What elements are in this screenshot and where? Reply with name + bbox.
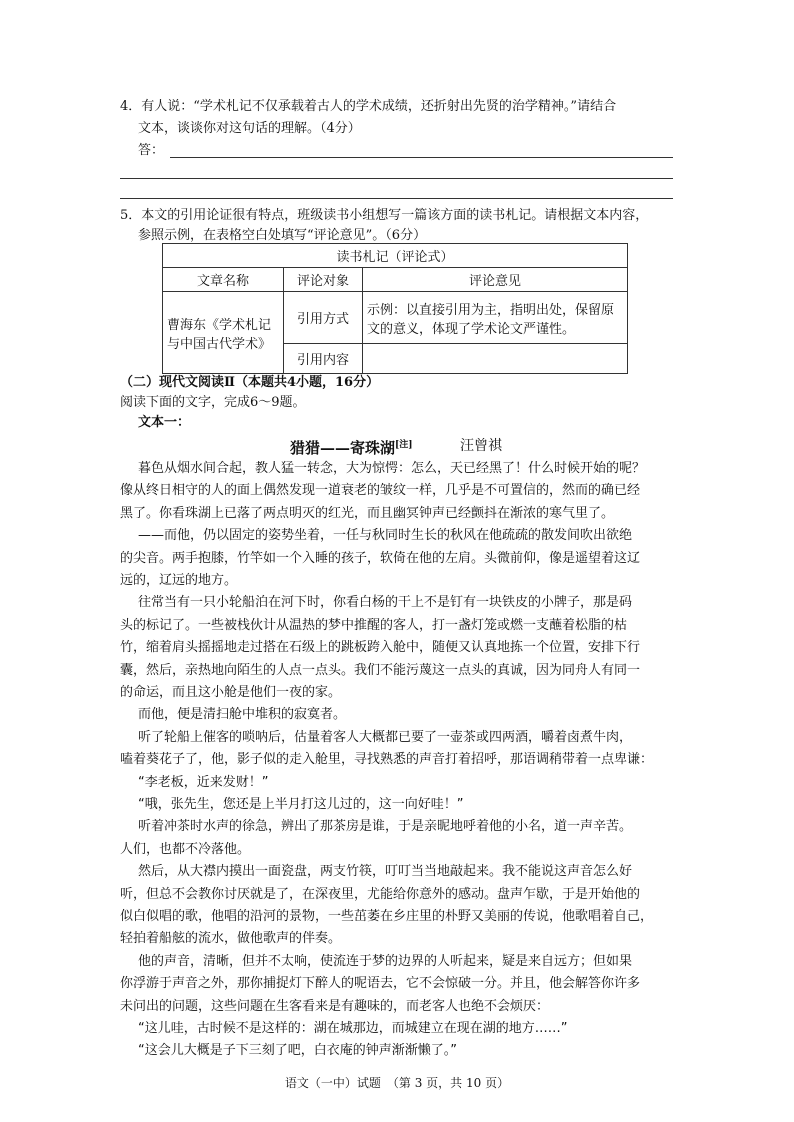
article-paragraph-line: 的命运，而且这小舱是他们一夜的家。 [120,685,342,700]
article-paragraph-line: 囊，然后，亲热地向陌生的人点一点头。我们不能污蔑这一点头的真诚，因为同舟人有同一 [120,662,641,678]
table-title: 读书札记（评论式） [163,244,628,268]
article-paragraph-line: 轻拍着船舷的流水，做他歌声的伴奏。 [120,931,342,947]
header-article-name: 文章名称 [163,268,284,292]
row2-opinion-blank[interactable] [363,344,628,374]
row1-opinion-line-1: 示例：以直接引用为主，指明出处，保留原 [367,302,615,318]
q5-line-1: 5．本文的引用论证很有特点，班级读书小组想写一篇该方面的读书札记。请根据文本内容， [120,208,649,223]
text-label: 文本一： [138,415,191,430]
article-paragraph-line: “李老板，近来发财！” [138,774,269,790]
q4-answer-line-2[interactable] [120,178,673,179]
article-paragraph-line: 竹，缩着肩头摇摇地走过搭在石级上的跳板跨入舱中，随便又认真地拣一个位置，安排下行 [120,640,641,656]
table-row [163,292,628,344]
section-heading: （二）现代文阅读Ⅱ（本题共4小题，16分） [120,375,380,390]
q4-answer-line-1[interactable] [170,157,673,158]
article-paragraph-line: 听着冲茶时水声的徐急，辨出了那茶房是谁，于是亲昵地呼着他的小名，道一声辛苦。 [138,819,633,835]
q4-answer-line-3[interactable] [120,198,673,199]
reading-notes-table [162,243,628,374]
article-paragraph-line: “哦，张先生，您还是上半月打这儿过的，这一向好哇！” [138,797,464,812]
article-paragraph-line: 往常当有一只小轮船泊在河下时，你看白杨的干上不是钉有一块铁皮的小牌子，那是码 [138,595,633,611]
row1-opinion-line-2: 文的意义，体现了学术论文严谨性。 [367,321,576,337]
row1-object: 引用方式 [284,292,363,344]
row1-opinion [363,292,628,344]
page-footer: 语文（一中）试题 （第 3 页，共 10 页） [284,1076,510,1090]
article-paragraph-line: 黑了。你看珠湖上已落了两点明灭的红光，而且幽冥钟声已经颤抖在渐浓的寒气里了。 [120,505,615,521]
q4-line-2: 文本，谈谈你对这句话的理解。（4分） [138,121,361,136]
article-paragraph-line: 的尖音。两手抱膝，竹竿如一个入睡的孩子，软倚在他的左肩。头微前仰，像是遥望着这辽 [120,550,641,566]
article-paragraph-line: 暮色从烟水间合起，教人猛一转念，大为惊愕：怎么，天已经黑了！什么时候开始的呢？ [138,461,646,476]
article-name-line-2: 与中国古代学术》 [167,336,272,352]
article-paragraph-line: “这会儿大概是子下三刻了吧，白衣庵的钟声渐渐懒了。” [138,1043,457,1059]
article-title [290,436,413,457]
article-paragraph-line: 你浮游于声音之外，那你捕捉灯下醉人的呢语去，它不会惊破一分。并且，他会解答你许多 [120,976,641,992]
article-paragraph-line: 听了轮船上催客的唢呐后，估量着客人大概都已要了一壶茶或四两酒，嚼着卤煮牛肉， [138,729,633,745]
article-paragraph-line: 人们，也都不冷落他。 [120,841,251,857]
q4-line-1: 4．有人说：“学术札记不仅承载着古人的学术成绩，还折射出先贤的治学精神。”请结合 [120,99,617,114]
article-name-line-1: 曹海东《学术札记 [167,317,272,333]
header-review-object: 评论对象 [284,268,363,292]
article-paragraph-line: 像从终日相守的人的面上偶然发现一道衰老的皱纹一样，几乎是不可置信的，然而的确已经 [120,483,641,499]
article-paragraph-line: 远的，辽远的地方。 [120,573,238,588]
article-title-text: 猎猎——寄珠湖 [290,439,396,457]
article-paragraph-line: 听，但总不会教你讨厌就是了，在深夜里，尤能给你意外的感动。盘声乍歇，于是开始他的 [120,886,641,902]
article-paragraph-line: “这儿哇，古时候不是这样的：湖在城那边，而城建立在现在湖的地方……” [138,1021,568,1036]
article-paragraph-line: 头的标记了。一些被栈伙计从温热的梦中推醒的客人，打一盏灯笼或燃一支蘸着松脂的枯 [120,617,628,633]
article-paragraph-line: 嗑着葵花子了，他，影子似的走入舱里，寻找熟悉的声音打着招呼，那语调稍带着一点卑谦： [120,752,654,768]
table-title-row [163,244,628,268]
article-paragraph-line: 而他，便是清扫舱中堆积的寂寞者。 [138,707,347,723]
article-author: 汪曾祺 [460,438,502,454]
article-paragraph-line: 他的声音，清晰，但并不太响，使流连于梦的边界的人听起来，疑是来自远方；但如果 [138,953,633,969]
article-paragraph-line: ——而他，仍以固定的姿势坐着，一任与秋同时生长的秋风在他疏疏的散发间吹出欲绝 [138,528,633,544]
article-paragraph-line: 似白似唱的歌，他唱的沿河的景物，一些茁萎在乡庄里的朴野又美丽的传说，他歌唱着自己， [120,909,654,924]
q5-line-2: 参照示例，在表格空白处填写“评论意见”。（6分） [138,228,427,243]
q4-answer-label: 答： [138,143,165,158]
article-paragraph-line: 然后，从大襟内摸出一面瓷盘，两支竹筷，叮叮当当地敲起来。我不能说这声音怎么好 [138,864,633,880]
row2-object: 引用内容 [284,344,363,374]
table-header-row [163,268,628,292]
section-instruction: 阅读下面的文字，完成6～9题。 [120,395,306,410]
article-paragraph-line: 未问出的问题，这些问题在生客看来是有趣味的，而老客人也绝不会烦厌： [120,998,550,1014]
article-name-cell [163,292,284,374]
article-title-note: [注] [395,440,413,450]
header-review-opinion: 评论意见 [363,268,628,292]
